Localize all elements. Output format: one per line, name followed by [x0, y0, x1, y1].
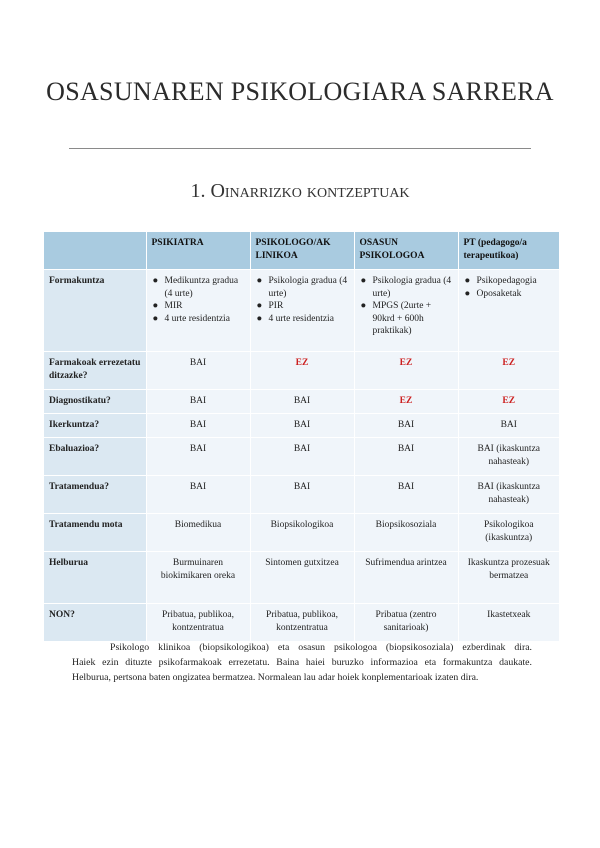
table-cell: Pribatua (zentro sanitarioak) [354, 604, 458, 642]
row-label: Ikerkuntza? [44, 414, 146, 438]
table-header-row [44, 232, 559, 270]
bullet-icon: ● [464, 276, 471, 286]
table-cell: Ikaskuntza prozesuak bermatzea [458, 552, 559, 604]
table-cell: BAI [146, 438, 250, 476]
bullet-list [152, 275, 245, 325]
bullet-icon: ● [152, 313, 159, 324]
table-cell: EZ [458, 390, 559, 414]
bullet-icon: ● [256, 301, 263, 311]
bullet-icon: ● [256, 276, 263, 286]
row-label: Helburua [44, 552, 146, 604]
table-cell: BAI [250, 414, 354, 438]
row-label: Formakuntza [44, 270, 146, 352]
table-cell: BAI [354, 476, 458, 514]
paragraph-line: Haiek ezin dituzte psikofarmakoak errezetatu. Baina haiei buruzko informazioa eta formakuntza daukate. [72, 657, 532, 668]
table-cell: BAI (ikaskuntza nahasteak) [458, 438, 559, 476]
table-row-formakuntza [44, 270, 559, 352]
list-item: ● MPGS (2urte + 90krd + 600h praktikak) [360, 301, 432, 336]
column-header-osasun-psikologoa: OSASUN PSIKOLOGOA [354, 232, 458, 270]
list-item: ● PIR [256, 301, 284, 311]
table-cell: BAI [250, 390, 354, 414]
row-label: Farmakoak errezetatu ditzazke? [44, 352, 146, 390]
column-header-empty [44, 232, 146, 270]
bullet-icon: ● [464, 288, 471, 299]
table-cell: BAI [146, 352, 250, 390]
table-cell: Biopsikosoziala [354, 514, 458, 552]
comparison-table [44, 232, 559, 642]
table-cell: BAI [458, 414, 559, 438]
list-item: ● MIR [152, 301, 183, 311]
bullet-icon: ● [360, 301, 367, 311]
column-header-psikiatra: PSIKIATRA [146, 232, 250, 270]
list-item: ● Psikologia gradua (4 urte) [256, 276, 348, 299]
table-cell: EZ [354, 352, 458, 390]
table-cell [354, 270, 458, 352]
section-title: 1. Oinarrizko kontzeptuak [190, 180, 410, 202]
paragraph-line: Psikologo klinikoa (biopsikologikoa) eta osasun psikologoa (biopsikosoziala) ezberdinak dira. [110, 642, 532, 653]
table-row-non [44, 604, 559, 642]
table-row-helburua [44, 552, 559, 604]
table-cell: Sufrimendua arintzea [354, 552, 458, 604]
bullet-list [256, 275, 349, 325]
table-row-farmakoak [44, 352, 559, 390]
table-cell: Biopsikologikoa [250, 514, 354, 552]
table-row-ikerkuntza [44, 414, 559, 438]
table-cell [458, 270, 559, 352]
row-label: Tratamendua? [44, 476, 146, 514]
table-cell: Burmuinaren biokimikaren oreka [146, 552, 250, 604]
table-row-tratamendu-mota [44, 514, 559, 552]
table-row-ebaluazioa [44, 438, 559, 476]
table-cell: BAI [354, 438, 458, 476]
table-cell: BAI (ikaskuntza nahasteak) [458, 476, 559, 514]
row-label: NON? [44, 604, 146, 642]
table-cell: Ikastetxeak [458, 604, 559, 642]
table-cell: BAI [250, 476, 354, 514]
row-label: Tratamendu mota [44, 514, 146, 552]
column-header-psikologo-klinikoa: PSIKOLOGO/AK LINIKOA [250, 232, 354, 270]
table-cell: EZ [458, 352, 559, 390]
bullet-icon: ● [256, 313, 263, 324]
table-cell: Pribatua, publikoa, kontzentratua [146, 604, 250, 642]
table-cell: BAI [354, 414, 458, 438]
bullet-list [464, 275, 555, 300]
list-item: ● Oposaketak [464, 288, 522, 299]
list-item: ● Medikuntza gradua (4 urte) [152, 276, 239, 299]
title-divider [69, 148, 531, 149]
table-cell: EZ [354, 390, 458, 414]
row-label: Diagnostikatu? [44, 390, 146, 414]
table-cell: Biomedikua [146, 514, 250, 552]
bullet-list [360, 275, 453, 338]
document-title: OSASUNAREN PSIKOLOGIARA SARRERA [46, 77, 554, 106]
table-row-diagnostikatu [44, 390, 559, 414]
column-header-pt: PT (pedagogo/a terapeutikoa) [458, 232, 559, 270]
bullet-icon: ● [152, 276, 159, 286]
table-cell: BAI [250, 438, 354, 476]
table-cell: EZ [250, 352, 354, 390]
table-cell: BAI [146, 414, 250, 438]
list-item: ● 4 urte residentzia [152, 313, 230, 324]
table-cell: BAI [146, 476, 250, 514]
table-row-tratamendua [44, 476, 559, 514]
table-cell [250, 270, 354, 352]
table-cell: Pribatua, publikoa, kontzentratua [250, 604, 354, 642]
summary-paragraph [72, 640, 532, 685]
table-cell: Psikologikoa (ikaskuntza) [458, 514, 559, 552]
row-label: Ebaluazioa? [44, 438, 146, 476]
paragraph-line: Helburua, pertsona baten ongizatea bermatzea. Normalean lau adar hoiek konplementarioak izaten dira. [72, 672, 479, 683]
table-cell [146, 270, 250, 352]
table-cell: BAI [146, 390, 250, 414]
bullet-icon: ● [360, 276, 367, 286]
table-cell: Sintomen gutxitzea [250, 552, 354, 604]
bullet-icon: ● [152, 301, 159, 311]
list-item: ● 4 urte residentzia [256, 313, 334, 324]
list-item: ● Psikologia gradua (4 urte) [360, 276, 452, 299]
list-item: ● Psikopedagogia [464, 276, 537, 286]
